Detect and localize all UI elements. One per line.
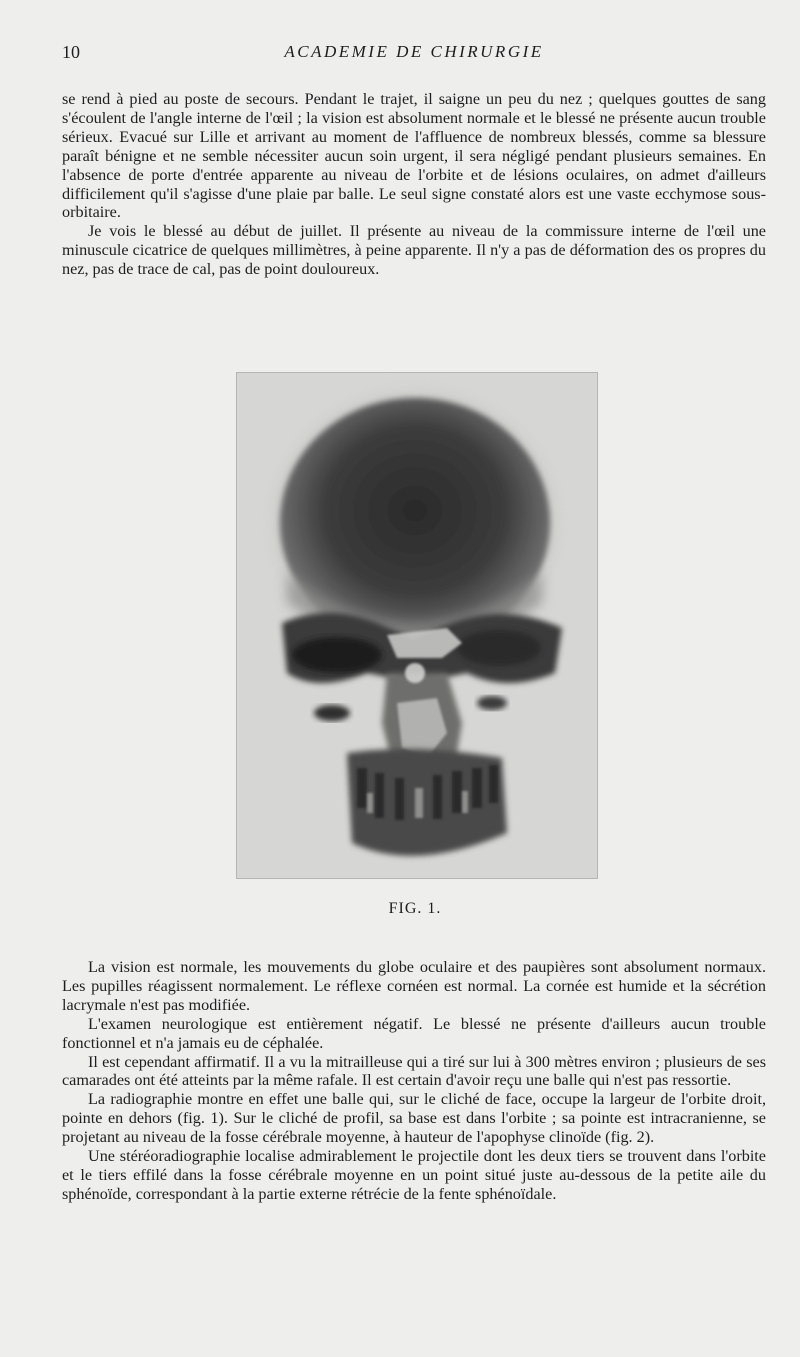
running-title: ACADEMIE DE CHIRURGIE xyxy=(284,42,544,61)
paragraph: L'examen neurologique est entièrement négatif. Le blessé ne présente d'ailleurs aucun trouble fonctionnel et n'a jamais eu de céphalée. xyxy=(62,1014,766,1052)
paragraph-continued: se rend à pied au poste de secours. Pendant le trajet, il saigne un peu du nez ; quelques gouttes de sang s'écoulent de l'angle interne de l'œil ; la vision est absolument normale et le blessé ne présente aucun trouble sérieux. Evacué sur Lille et arrivant au moment de l'affluence de nombreux blessés, comme sa blessure paraît bénigne et ne semble nécessiter aucun soin urgent, il sera négligé pendant plusieurs semaines. En l'absence de porte d'entrée apparente au niveau de l'orbite et de lésions oculaires, on admet d'ailleurs difficilement qu'il s'agisse d'une plaie par balle. Le seul signe constaté alors est une vaste ecchymose sous-orbitaire. xyxy=(62,90,766,222)
skull-radiograph-figure xyxy=(236,372,598,879)
bottom-text-block xyxy=(62,958,766,1204)
paragraph: Il est cependant affirmatif. Il a vu la mitrailleuse qui a tiré sur lui à 300 mètres environ ; plusieurs de ses camarades ont été atteints par la même rafale. Il est certain d'avoir reçu une balle qui n'est pas ressortie. xyxy=(62,1052,766,1090)
paragraph: Je vois le blessé au début de juillet. Il présente au niveau de la commissure interne de l'œil une minuscule cicatrice de quelques millimètres, à peine apparente. Il n'y a pas de déformation des os propres du nez, pas de trace de cal, pas de point douloureux. xyxy=(62,222,766,279)
page-number: 10 xyxy=(62,42,80,62)
paragraph: La radiographie montre en effet une balle qui, sur le cliché de face, occupe la largeur de l'orbite droit, pointe en dehors (fig. 1). Sur le cliché de profil, sa base est dans l'orbite ; sa pointe est intracranienne, se projetant au niveau de la fosse cérébrale moyenne, à hauteur de l'apophyse clinoïde (fig. 2). xyxy=(62,1090,766,1147)
skull-radiograph-image xyxy=(237,373,597,878)
paragraph: Une stéréoradiographie localise admirablement le projectile dont les deux tiers se trouvent dans l'orbite et le tiers effilé dans la fosse cérébrale moyenne en un point situé juste au-dessous de la petite aile du sphénoïde, correspondant à la partie externe rétrécie de la fente sphénoïdale. xyxy=(62,1147,766,1203)
top-text-block xyxy=(62,90,766,279)
figure-caption: FIG. 1. xyxy=(388,900,442,917)
paragraph: La vision est normale, les mouvements du globe oculaire et des paupières sont absolument normaux. Les pupilles réagissent normalement. Le réflexe cornéen est normal. La cornée est humide et la sécrétion lacrymale n'est pas modifiée. xyxy=(62,958,766,1014)
page-header xyxy=(62,42,766,68)
